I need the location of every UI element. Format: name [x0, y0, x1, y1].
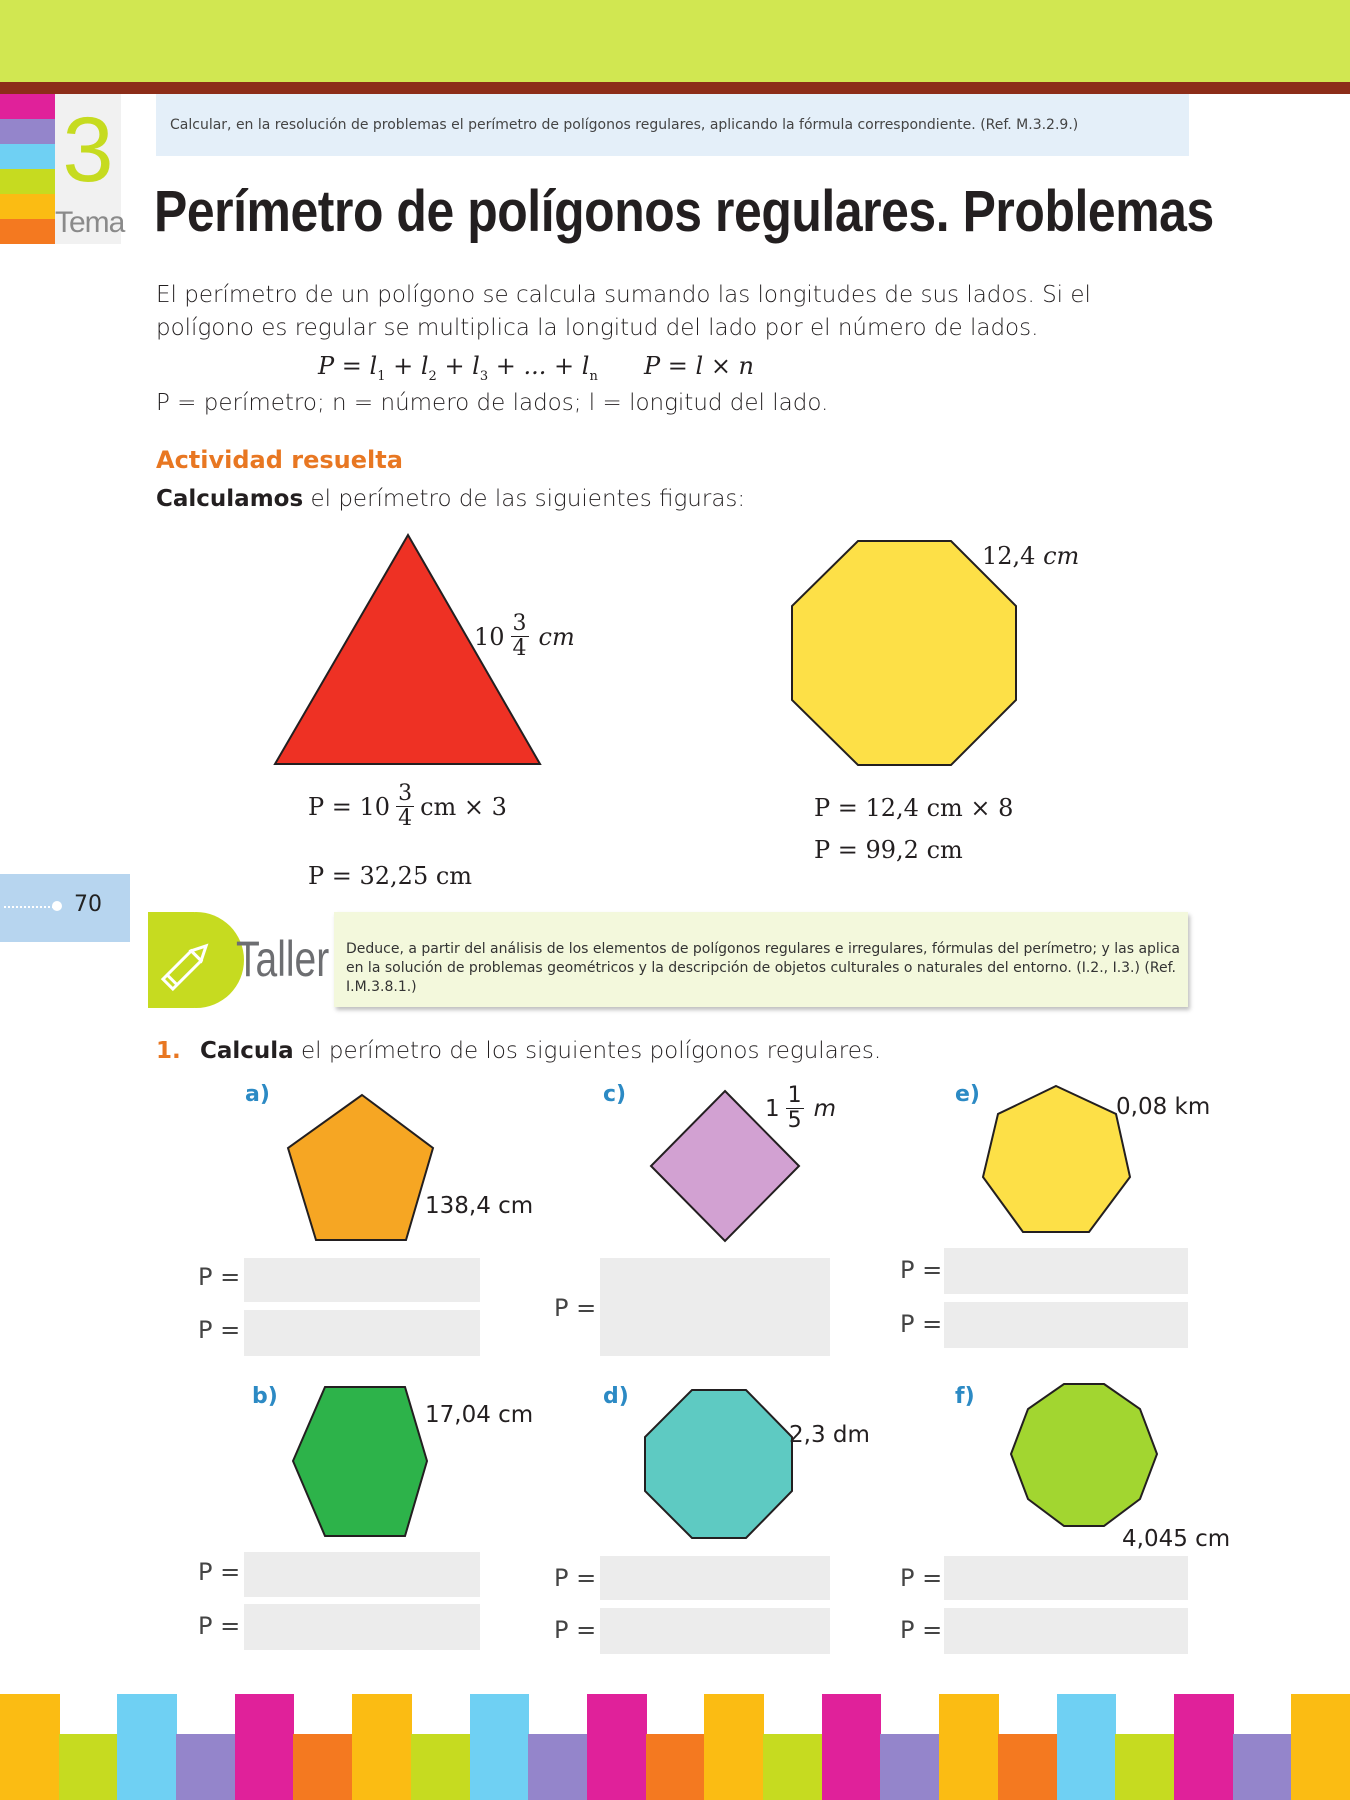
item-c-p-label: P = [554, 1294, 597, 1322]
bottom-color-block [587, 1694, 647, 1800]
octagon-result: P = 99,2 cm [814, 836, 963, 864]
item-b-answer-2[interactable] [244, 1604, 480, 1650]
item-c-side: 1 1 5 m [765, 1083, 837, 1133]
triangle-result: P = 32,25 cm [308, 862, 473, 890]
formula-legend: P = perímetro; n = número de lados; l = longitud del lado. [156, 390, 829, 416]
item-d-answer-2[interactable] [600, 1608, 830, 1654]
item-e-letter: e) [955, 1082, 980, 1107]
item-e-answer-2[interactable] [944, 1302, 1188, 1348]
bottom-color-block [704, 1694, 764, 1800]
octagon-small-figure [642, 1386, 796, 1542]
page-tab-dots [4, 906, 54, 908]
item-b-answer-1[interactable] [244, 1552, 480, 1597]
tema-label: Tema [55, 206, 125, 239]
bottom-color-block [1115, 1734, 1175, 1800]
item-e-p-label-2: P = [900, 1310, 943, 1338]
intro-paragraph: El perímetro de un polígono se calcula sumando las longitudes de sus lados. Si el polígono es regular se multiplica la longitud del lado por el número de lados. [156, 282, 1091, 341]
formula-product: P = l × n [644, 352, 755, 380]
bottom-color-block [1233, 1734, 1293, 1800]
bottom-color-block [646, 1734, 706, 1800]
bottom-color-block [998, 1734, 1058, 1800]
item-a-answer-2[interactable] [244, 1310, 480, 1356]
bottom-color-block [352, 1694, 412, 1800]
bottom-color-block [176, 1734, 236, 1800]
page-number: 70 [74, 892, 102, 917]
exercise-instruction-bold: Calcula [200, 1038, 294, 1064]
pentagon-figure [282, 1090, 438, 1244]
hexagon-figure [290, 1384, 430, 1538]
tema-number: 3 [62, 99, 114, 201]
bottom-color-block [822, 1694, 882, 1800]
bottom-color-block [528, 1734, 588, 1800]
yellow-octagon-figure [790, 540, 1020, 770]
bottom-color-block [470, 1694, 530, 1800]
bottom-color-block [1174, 1694, 1234, 1800]
item-a-p-label-2: P = [198, 1316, 241, 1344]
taller-description: Deduce, a partir del análisis de los elementos de polígonos regulares e irregulares, fórmulas del perímetro; y las aplica en la solución de problemas geométricos y la descripción de objetos culturales o naturales del entorno. (I.2., I.3.) (Ref. I.M.3.8.1.) [346, 941, 1180, 995]
item-f-answer-1[interactable] [944, 1556, 1188, 1600]
bottom-color-block [117, 1694, 177, 1800]
item-d-letter: d) [603, 1384, 629, 1409]
item-f-p-label-1: P = [900, 1564, 943, 1592]
activity-title: Actividad resuelta [156, 446, 403, 474]
bottom-color-block [235, 1694, 295, 1800]
exercise-instruction-rest: el perímetro de los siguientes polígonos regulares. [293, 1038, 882, 1064]
item-a-letter: a) [245, 1082, 270, 1107]
item-e-answer-1[interactable] [944, 1248, 1188, 1294]
item-d-answer-1[interactable] [600, 1556, 830, 1600]
pencil-icon [152, 930, 222, 1000]
bottom-color-block [880, 1734, 940, 1800]
bottom-color-blocks [0, 1694, 1350, 1800]
exercise-instruction [200, 1038, 881, 1064]
octagon-calc: P = 12,4 cm × 8 [814, 794, 1014, 822]
bottom-color-block [1057, 1694, 1117, 1800]
triangle-calc: P = 10 3 4 cm × 3 [308, 781, 507, 831]
activity-instruction [156, 486, 745, 512]
activity-instruction-bold: Calculamos [156, 486, 304, 512]
triangle-side-label: 10 3 4 cm [474, 611, 575, 661]
top-brown-line [0, 82, 1350, 94]
bottom-color-block [763, 1734, 823, 1800]
item-c-letter: c) [603, 1082, 627, 1107]
item-b-side: 17,04 cm [425, 1402, 534, 1428]
item-a-answer-1[interactable] [244, 1258, 480, 1302]
bottom-color-block [411, 1734, 471, 1800]
item-b-p-label-2: P = [198, 1612, 241, 1640]
bottom-color-block [939, 1694, 999, 1800]
item-d-p-label-1: P = [554, 1564, 597, 1592]
item-b-p-label-1: P = [198, 1558, 241, 1586]
page-tab-dot [52, 901, 62, 911]
item-f-letter: f) [955, 1384, 975, 1409]
objective-text: Calcular, en la resolución de problemas el perímetro de polígonos regulares, aplicando la fórmula correspondiente. (Ref. M.3.2.9.) [170, 117, 1079, 133]
page-title: Perímetro de polígonos regulares. Problemas [154, 179, 1214, 244]
exercise-number: 1. [156, 1038, 181, 1064]
bottom-color-block [0, 1694, 60, 1800]
item-e-p-label-1: P = [900, 1256, 943, 1284]
page-number-tab [0, 874, 130, 942]
top-color-bar [0, 0, 1350, 82]
decagon-figure [1008, 1380, 1160, 1532]
formula-sum: $P = l_1 + l_2 + l_3$ + ... + $l_n$ [318, 352, 598, 384]
taller-label: Taller [236, 931, 330, 987]
bottom-color-block [1291, 1694, 1350, 1800]
item-a-p-label-1: P = [198, 1263, 241, 1291]
item-d-side: 2,3 dm [789, 1422, 870, 1448]
item-a-side: 138,4 cm [425, 1193, 534, 1219]
octagon-side-label: 12,4 cm [982, 542, 1080, 570]
item-f-answer-2[interactable] [944, 1608, 1188, 1654]
activity-instruction-rest: el perímetro de las siguientes figuras: [303, 486, 746, 512]
item-f-p-label-2: P = [900, 1616, 943, 1644]
item-b-letter: b) [252, 1384, 278, 1409]
item-f-side: 4,045 cm [1122, 1526, 1231, 1552]
item-c-answer[interactable] [600, 1258, 830, 1356]
bottom-color-block [293, 1734, 353, 1800]
heptagon-figure [980, 1082, 1132, 1236]
item-d-p-label-2: P = [554, 1616, 597, 1644]
bottom-color-block [59, 1734, 119, 1800]
item-e-side: 0,08 km [1116, 1094, 1211, 1120]
